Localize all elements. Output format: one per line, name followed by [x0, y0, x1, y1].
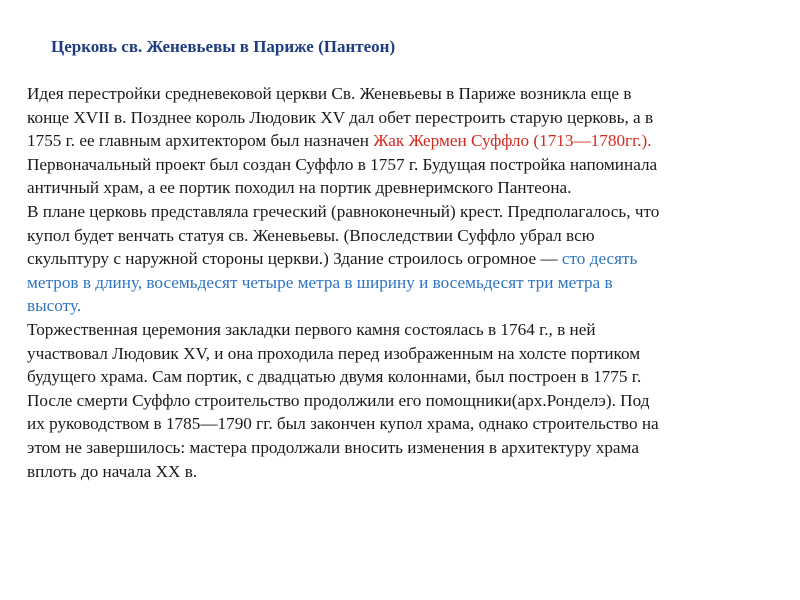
- dimensions-highlight: метров в длину, восемьдесят четыре метра в ширину и восемьдесят три метра в: [27, 272, 613, 292]
- text-segment: античный храм, а ее портик походил на портик древнеримского Пантеона.: [27, 178, 572, 198]
- text-line: [27, 176, 773, 200]
- text-line: [27, 460, 773, 484]
- architect-name-highlight: Жак Жермен Суффло (1713—1780гг.).: [373, 131, 652, 151]
- text-line: [27, 247, 773, 271]
- text-line: [27, 106, 773, 130]
- text-segment: вплоть до начала XX в.: [27, 461, 198, 481]
- text-line: [27, 200, 773, 224]
- page-title: Церковь св. Женевьевы в Париже (Пантеон): [51, 37, 396, 56]
- text-segment: купол будет венчать статуя св. Женевьевы. (Впоследствии Суффло убрал всю: [27, 225, 595, 245]
- text-line: [27, 436, 773, 460]
- text-line: [27, 389, 773, 413]
- text-segment: этом не завершилось: мастера продолжали вносить изменения в архитектуру храма: [27, 437, 639, 457]
- text-segment: Первоначальный проект был создан Суффло в 1757 г. Будущая постройка напоминала: [27, 154, 658, 174]
- text-line: [27, 318, 773, 342]
- text-line: [27, 412, 773, 436]
- dimensions-highlight: сто десять: [561, 249, 638, 269]
- text-segment: После смерти Суффло строительство продолжили его помощники(арх.Ронделэ). Под: [27, 390, 650, 410]
- text-segment: Идея перестройки средневековой церкви Св. Женевьевы в Париже возникла еще в: [27, 84, 632, 103]
- text-segment: конце XVII в. Позднее король Людовик XV дал обет перестроить старую церковь, а в: [27, 107, 654, 127]
- text-line: [27, 294, 773, 318]
- text-line: [27, 365, 773, 389]
- text-line: [27, 224, 773, 248]
- text-line: [27, 342, 773, 366]
- text-line: [27, 129, 773, 153]
- text-segment: Торжественная церемония закладки первого камня состоялась в 1764 г., в ней: [27, 319, 596, 339]
- text-segment: 1755 г. ее главным архитектором был назначен: [27, 131, 374, 151]
- text-segment: их руководством в 1785—1790 гг. был закончен купол храма, однако строительство на: [27, 414, 659, 434]
- text-segment: скульптуру с наружной стороны церкви.) Здание строилось огромное —: [27, 249, 562, 269]
- body-text: [27, 82, 773, 483]
- text-segment: участвовал Людовик XV, и она проходила перед изображенным на холсте портиком: [27, 343, 641, 363]
- text-line: [27, 153, 773, 177]
- dimensions-highlight: высоту.: [27, 296, 82, 316]
- text-line: [27, 271, 773, 295]
- text-segment: будущего храма. Сам портик, с двадцатью двумя колоннами, был построен в 1775 г.: [27, 367, 642, 387]
- text-line: [27, 82, 773, 106]
- text-segment: В плане церковь представляла греческий (равноконечный) крест. Предполагалось, что: [27, 201, 660, 221]
